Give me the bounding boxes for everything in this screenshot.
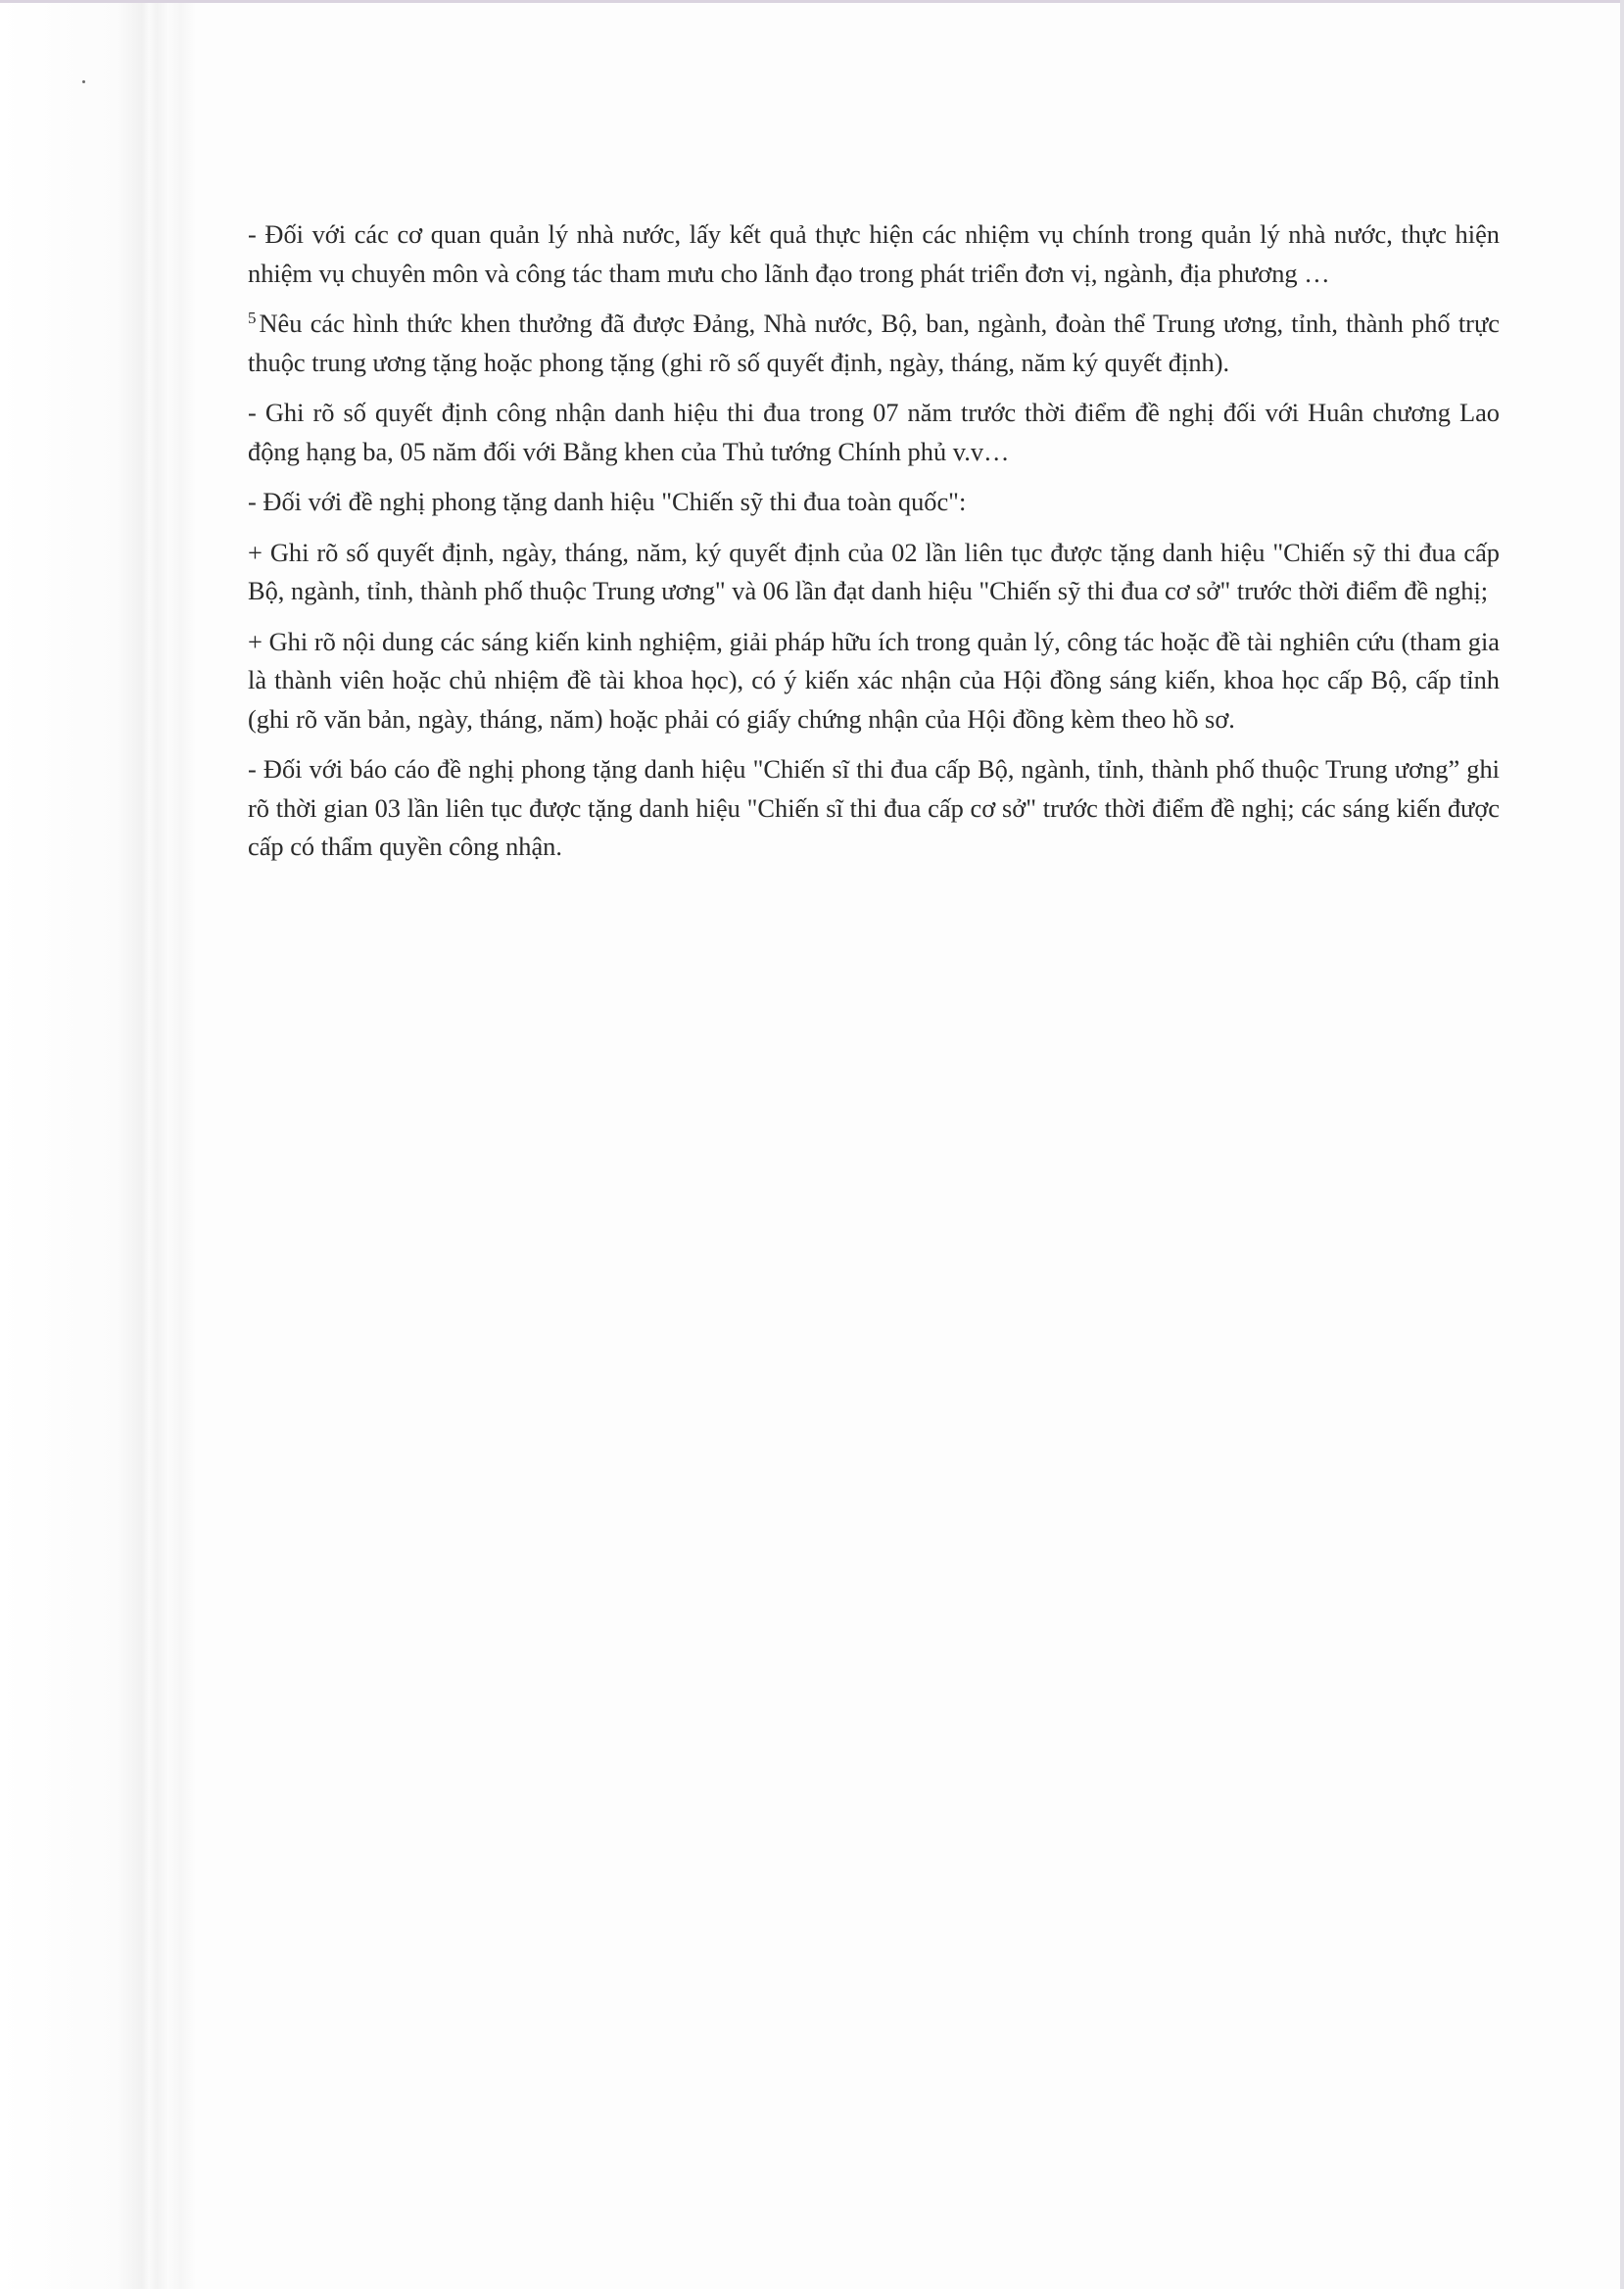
document-body	[248, 215, 1500, 879]
paragraph-state-agencies: - Đối với các cơ quan quản lý nhà nước, lấy kết quả thực hiện các nhiệm vụ chính trong quản lý nhà nước, thực hiện nhiệm vụ chuyên môn và công tác tham mưu cho lãnh đạo trong phát triển đơn vị, ngành, địa phương …	[248, 219, 1500, 288]
paragraph-ministry-emulation: - Đối với báo cáo đề nghị phong tặng danh hiệu "Chiến sĩ thi đua cấp Bộ, ngành, tỉnh, thành phố thuộc Trung ương” ghi rõ thời gian 03 lần liên tục được tặng danh hiệu "Chiến sĩ thi đua cấp cơ sở" trước thời điểm đề nghị; các sáng kiến được cấp có thẩm quyền công nhận.	[248, 754, 1500, 861]
page-right-edge	[1620, 0, 1624, 2289]
scanner-shadow	[0, 0, 225, 2289]
footnote-marker: 5	[248, 309, 257, 327]
paragraph-initiatives: + Ghi rõ nội dung các sáng kiến kinh nghiệm, giải pháp hữu ích trong quản lý, công tác hoặc đề tài nghiên cứu (tham gia là thành viên hoặc chủ nhiệm đề tài khoa học), có ý kiến xác nhận của Hội đồng sáng kiến, khoa học cấp Bộ, cấp tỉnh (ghi rõ văn bản, ngày, tháng, năm) hoặc phải có giấy chứng nhận của Hội đồng kèm theo hồ sơ.	[248, 626, 1500, 734]
footnote-5-text: Nêu các hình thức khen thưởng đã được Đảng, Nhà nước, Bộ, ban, ngành, đoàn thể Trung ương, tỉnh, thành phố trực thuộc trung ương tặng hoặc phong tặng (ghi rõ số quyết định, ngày, tháng, năm ký quyết định).	[248, 309, 1500, 377]
paragraph-decision-details: + Ghi rõ số quyết định, ngày, tháng, năm, ký quyết định của 02 lần liên tục được tặng danh hiệu "Chiến sỹ thi đua cấp Bộ, ngành, tỉnh, thành phố thuộc Trung ương" và 06 lần đạt danh hiệu "Chiến sỹ thi đua cơ sở" trước thời điểm đề nghị;	[248, 537, 1500, 605]
page-top-edge	[0, 0, 1624, 3]
paragraph-national-emulation: - Đối với đề nghị phong tặng danh hiệu "Chiến sỹ thi đua toàn quốc":	[248, 487, 967, 516]
dust-speck	[82, 80, 85, 83]
footnote-5-awards	[248, 305, 1500, 382]
paragraph-decision-numbers: - Ghi rõ số quyết định công nhận danh hiệu thi đua trong 07 năm trước thời điểm đề nghị đối với Huân chương Lao động hạng ba, 05 năm đối với Bằng khen của Thủ tướng Chính phủ v.v…	[248, 398, 1500, 466]
